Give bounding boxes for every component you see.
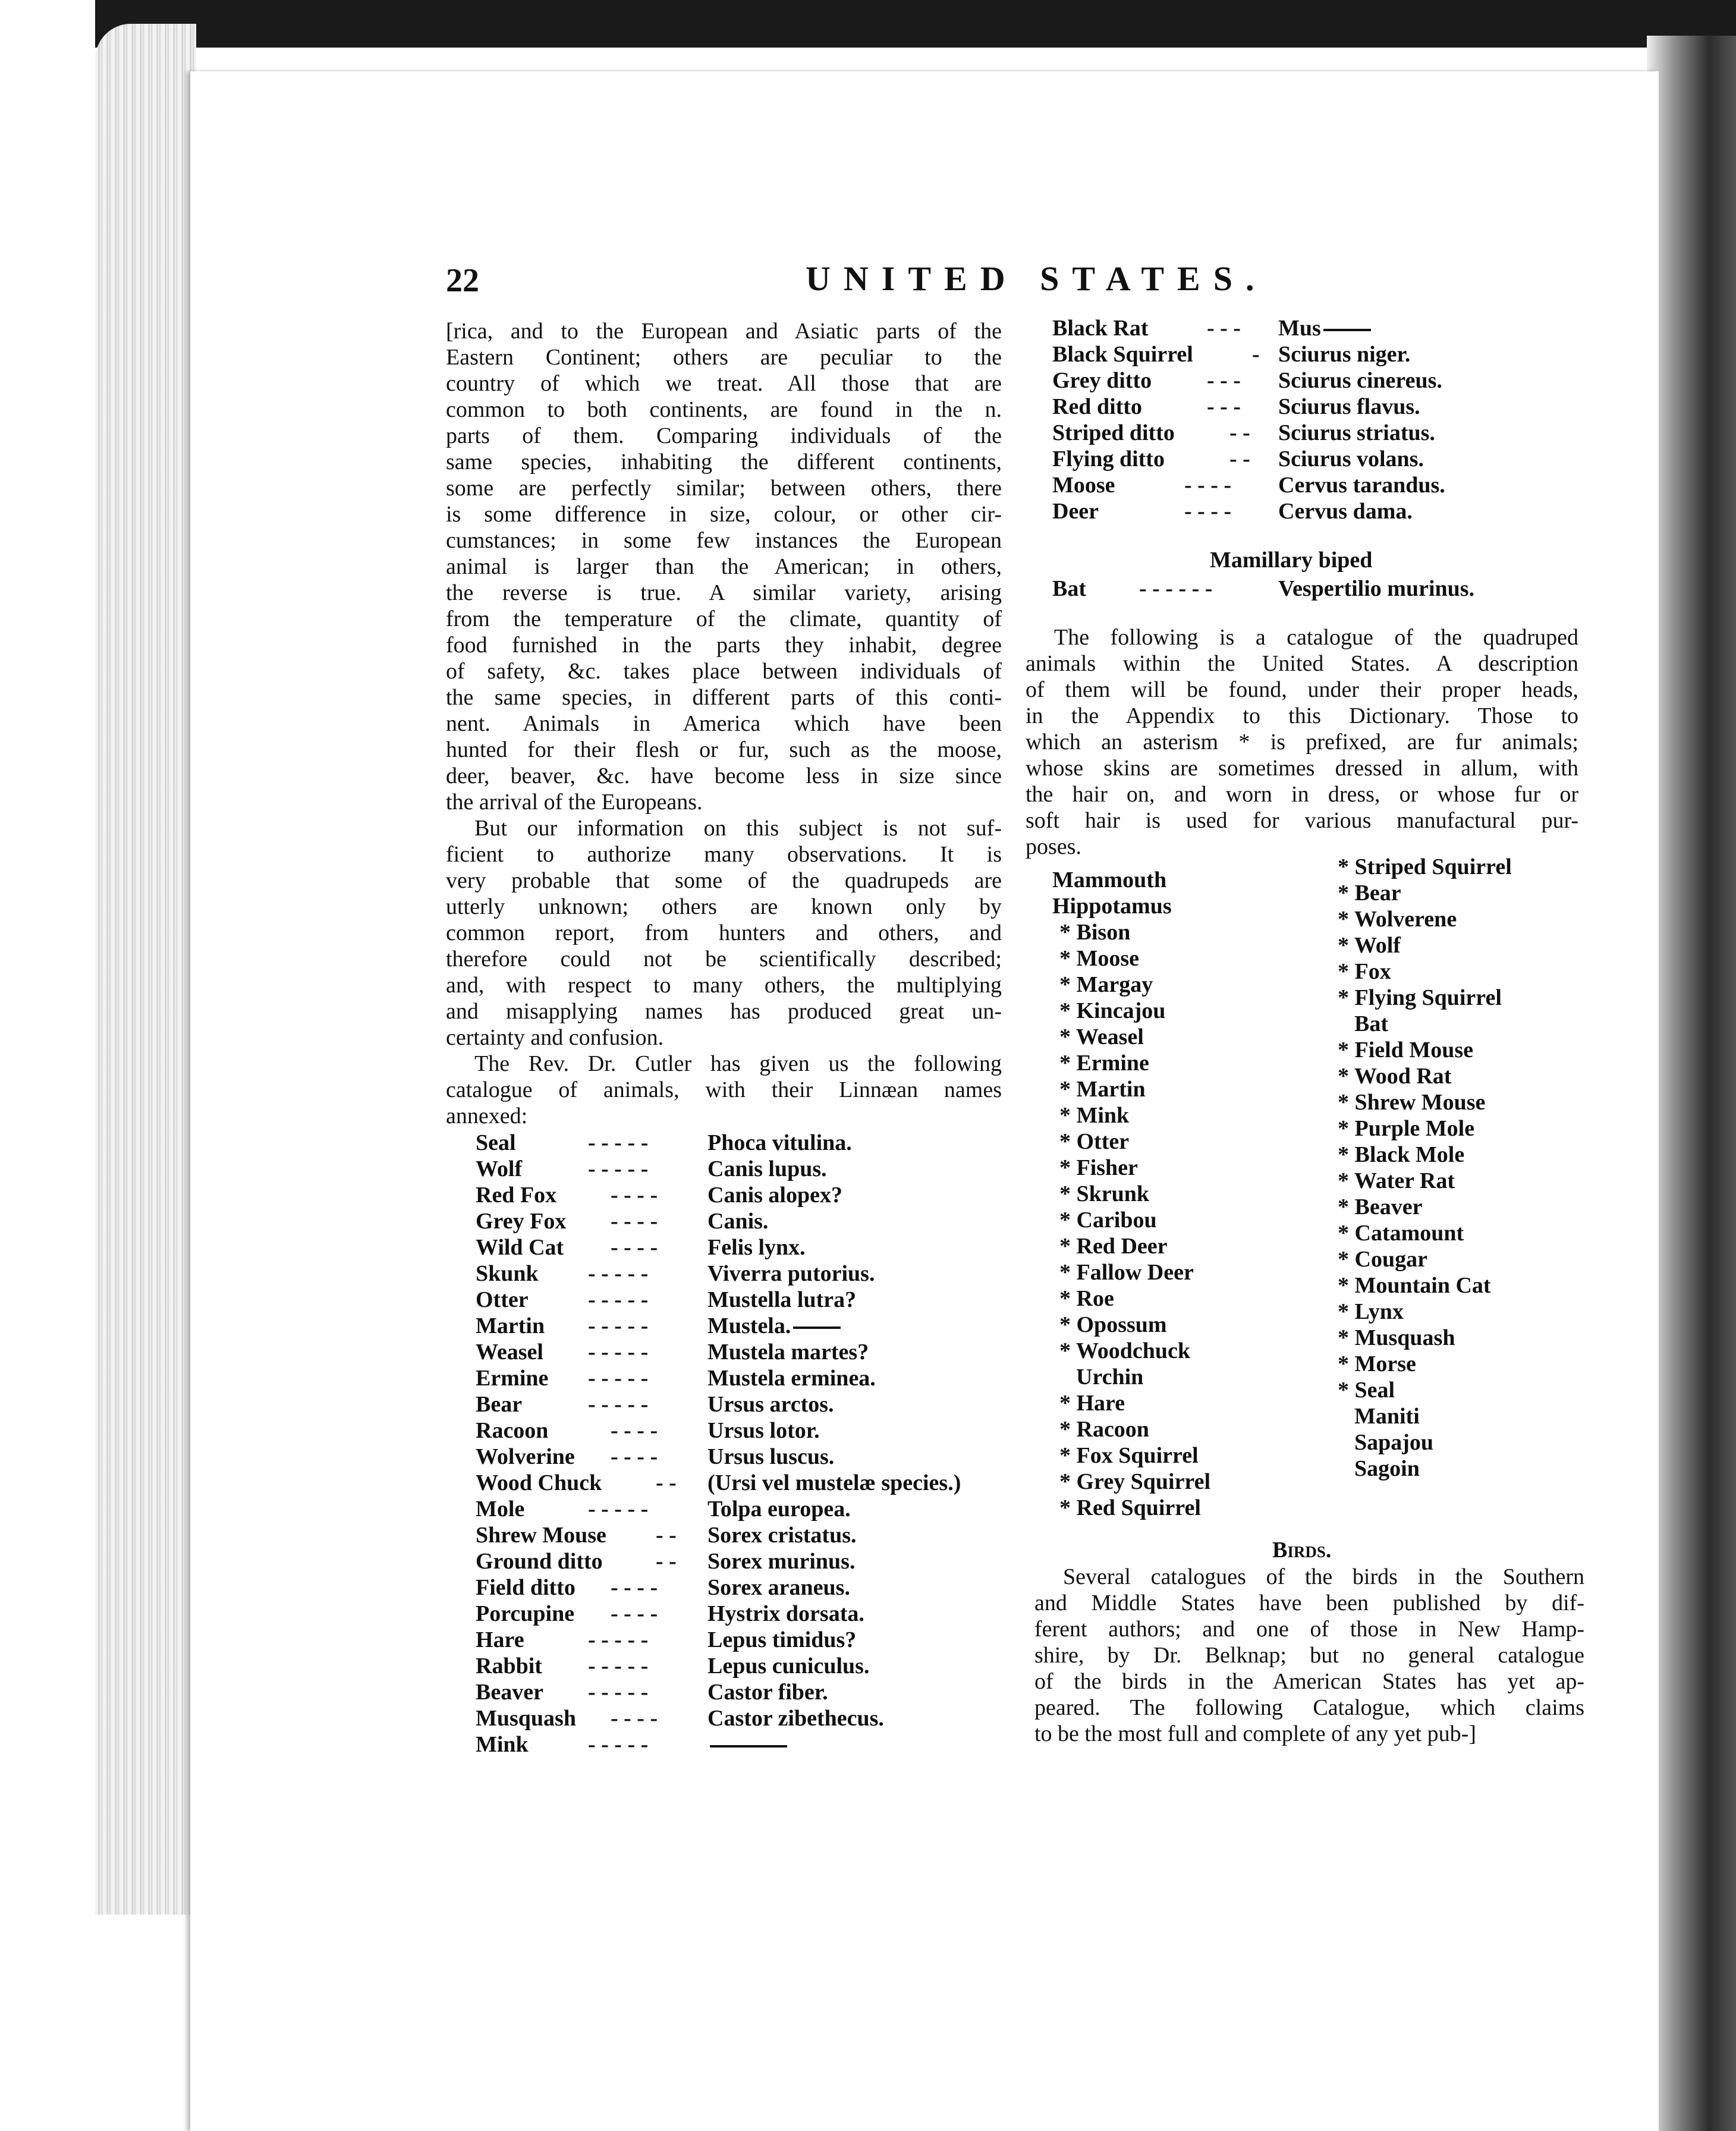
quadruped-name: * Lynx [1338, 1299, 1404, 1324]
quadruped-name: Sapajou [1354, 1430, 1434, 1455]
catalogue-row [476, 1261, 1011, 1287]
quadruped-item [1052, 1338, 1302, 1364]
latin-name: Mustella lutra? [707, 1287, 857, 1312]
catalogue-row [476, 1653, 1011, 1679]
animal-name: Red ditto [1052, 394, 1142, 419]
leader-dashes: - - - - [611, 1209, 658, 1234]
animal-name: Seal [476, 1130, 516, 1155]
text-line: animal is larger than the American; in others, [446, 554, 1002, 579]
leader-dashes: - - - - - - [1139, 576, 1213, 601]
text-line: soft hair is used for various manufactural pur- [1026, 808, 1578, 833]
leader-dashes: - - [1229, 420, 1250, 445]
text-line: and Middle States have been published by dif- [1034, 1591, 1584, 1615]
leader-dashes: - - - - [611, 1183, 658, 1208]
leader-dashes: - - - - - [588, 1130, 649, 1155]
text-line: country of which we treat. All those that are [446, 371, 1002, 396]
text-line: from the temperature of the climate, quantity of [446, 606, 1002, 631]
text-line: therefore could not be scientifically described; [446, 947, 1002, 972]
animal-name: Striped ditto [1052, 420, 1175, 445]
latin-name: Sorex cristatus. [707, 1523, 857, 1548]
text-line: ficient to authorize many observations. It is [446, 842, 1002, 867]
latin-name: Tolpa europea. [707, 1497, 851, 1522]
quadruped-name: * Kincajou [1059, 998, 1166, 1023]
quadruped-item [1052, 1495, 1302, 1521]
latin-name: Sciurus cinereus. [1278, 368, 1442, 393]
quadruped-item [1052, 998, 1302, 1024]
text-line: which an asterism * is prefixed, are fur animals; [1026, 730, 1578, 755]
quadruped-name: * Opossum [1059, 1312, 1167, 1337]
quadruped-item [1331, 1377, 1580, 1403]
animal-name: Mink [476, 1732, 529, 1757]
quadruped-name: * Morse [1338, 1351, 1416, 1376]
leader-dashes: - - - [1207, 394, 1241, 419]
quadruped-item [1331, 958, 1580, 985]
text-line: of the birds in the American States has yet ap- [1034, 1669, 1584, 1694]
animal-name: Moose [1052, 473, 1115, 498]
text-line: the same species, in different parts of this conti- [446, 685, 1002, 710]
catalogue-row [476, 1731, 1011, 1758]
latin-name: Mustela martes? [707, 1340, 869, 1365]
catalogue-row [476, 1417, 1011, 1444]
animal-name: Black Squirrel [1052, 342, 1193, 367]
catalogue-row [476, 1313, 1011, 1339]
animal-name: Wolf [476, 1156, 523, 1181]
blank-rule [1323, 329, 1371, 331]
quadruped-item [1052, 1129, 1302, 1155]
quadruped-item [1052, 945, 1302, 972]
animal-name: Shrew Mouse [476, 1523, 606, 1548]
quadruped-name: * Musquash [1338, 1325, 1455, 1350]
quadruped-name: * Field Mouse [1338, 1038, 1473, 1063]
leader-dashes: - - - - [1184, 473, 1232, 498]
catalogue-row [1052, 446, 1528, 472]
leader-dashes: - - [656, 1470, 677, 1495]
animal-name: Hare [476, 1627, 524, 1652]
latin-name: Castor fiber. [707, 1680, 828, 1705]
quadruped-name: * Hare [1059, 1391, 1125, 1416]
text-line: and, with respect to many others, the multiplying [446, 973, 1002, 998]
leader-dashes: - - [1229, 447, 1250, 472]
leader-dashes: - - - - [611, 1444, 658, 1469]
quadruped-name: Mammouth [1052, 868, 1167, 892]
catalogue-row [476, 1130, 1011, 1156]
catalogue-row [1052, 315, 1528, 341]
animal-name: Porcupine [476, 1601, 575, 1626]
text-line: parts of them. Comparing individuals of the [446, 423, 1002, 448]
text-line: poses. [1026, 834, 1081, 859]
quadruped-item [1331, 1037, 1580, 1063]
animal-name: Weasel [476, 1340, 543, 1365]
quadruped-name: * Weasel [1059, 1024, 1144, 1049]
animal-name: Bat [1052, 576, 1086, 601]
quadruped-item [1052, 972, 1302, 998]
quadruped-name: * Bison [1059, 920, 1131, 945]
quadruped-item [1052, 1050, 1302, 1076]
text-line: catalogue of animals, with their Linnæan names [446, 1077, 1002, 1102]
latin-name: Sorex murinus. [707, 1549, 856, 1574]
quadruped-name: * Caribou [1059, 1208, 1157, 1233]
latin-name: Ursus arctos. [707, 1392, 834, 1417]
quadruped-name: * Beaver [1338, 1195, 1423, 1219]
quadruped-name: * Woodchuck [1059, 1338, 1190, 1363]
leader-dashes: - - - [1207, 316, 1241, 341]
animal-name: Mole [476, 1497, 525, 1522]
paragraph-birds [1034, 1564, 1584, 1747]
quadruped-item [1052, 919, 1302, 945]
blank-rule [793, 1327, 841, 1329]
leader-dashes: - - - - - [588, 1261, 649, 1286]
catalogue-continued [1052, 315, 1528, 524]
text-line: and misapplying names has produced great un- [446, 999, 1002, 1024]
latin-name: Ursus luscus. [707, 1444, 835, 1469]
leader-dashes: - - - - - [588, 1680, 649, 1705]
leader-dashes: - - - - - [588, 1627, 649, 1652]
paragraph-quadruped-catalogue [1026, 624, 1578, 860]
latin-name: Felis lynx. [707, 1235, 806, 1260]
catalogue-row [476, 1548, 1011, 1574]
quadruped-name: * Shrew Mouse [1338, 1090, 1486, 1115]
quadruped-item [1052, 1207, 1302, 1233]
quadruped-name: * Cougar [1338, 1247, 1427, 1272]
text-line: the reverse is true. A similar variety, arising [446, 580, 1002, 605]
animal-name: Wolverine [476, 1444, 575, 1469]
catalogue-row [476, 1156, 1011, 1182]
quadruped-item [1331, 1011, 1580, 1037]
quadruped-name: * Water Rat [1338, 1168, 1455, 1193]
animal-name: Red Fox [476, 1183, 557, 1208]
catalogue-row [1052, 341, 1528, 367]
paragraph-intro [446, 318, 1002, 815]
text-line: certainty and confusion. [446, 1025, 664, 1050]
latin-name: Sciurus flavus. [1278, 394, 1420, 419]
quadruped-name: * Moose [1059, 946, 1140, 971]
latin-name: Mustela erminea. [707, 1366, 876, 1391]
quadruped-item [1052, 1102, 1302, 1129]
catalogue-row [476, 1234, 1011, 1261]
quadruped-item [1331, 1115, 1580, 1142]
animal-name: Ground ditto [476, 1549, 603, 1574]
text-line: cumstances; in some few instances the European [446, 528, 1002, 553]
latin-name: Phoca vitulina. [707, 1130, 852, 1155]
scan-left-margin [0, 0, 95, 2131]
quadruped-item [1331, 1325, 1580, 1351]
quadruped-name: Bat [1354, 1011, 1388, 1036]
animal-name: Wood Chuck [476, 1470, 602, 1495]
catalogue-row [476, 1208, 1011, 1234]
quadruped-name: * Flying Squirrel [1338, 985, 1502, 1010]
text-line: The following is a catalogue of the quadruped [1054, 625, 1578, 650]
quadruped-name: * Striped Squirrel [1338, 854, 1512, 879]
latin-name: Sciurus niger. [1278, 342, 1411, 367]
quadruped-item [1331, 1403, 1580, 1429]
quadruped-name: * Fisher [1059, 1155, 1138, 1180]
quadruped-item [1331, 1142, 1580, 1168]
page-number: 22 [446, 262, 479, 299]
animal-name: Black Rat [1052, 316, 1149, 341]
text-line: very probable that some of the quadrupeds are [446, 868, 1002, 893]
animal-name: Bear [476, 1392, 523, 1417]
quadruped-name: * Otter [1059, 1129, 1130, 1154]
quadruped-name: * Fox Squirrel [1059, 1443, 1199, 1468]
text-line: hunted for their flesh or fur, such as the moose, [446, 737, 1002, 762]
text-line: of safety, &c. takes place between individuals of [446, 659, 1002, 684]
quadruped-name: * Mountain Cat [1338, 1273, 1491, 1298]
quadruped-item [1052, 1181, 1302, 1207]
quadruped-item [1331, 1429, 1580, 1456]
text-line: the arrival of the Europeans. [446, 790, 703, 815]
quadruped-list-left [1052, 867, 1302, 1521]
leader-dashes: - - - - [611, 1706, 658, 1731]
biped-entry [1052, 576, 1528, 602]
animal-name: Grey Fox [476, 1209, 567, 1234]
quadruped-item [1052, 1469, 1302, 1495]
leader-dashes: - - - - - [588, 1392, 649, 1417]
leader-dashes: - - - - [611, 1235, 658, 1260]
quadruped-item [1331, 880, 1580, 906]
quadruped-name: Urchin [1076, 1365, 1144, 1390]
text-line: the hair on, and worn in dress, or whose fur or [1026, 782, 1578, 807]
catalogue-row [476, 1522, 1011, 1548]
catalogue-row [476, 1365, 1011, 1391]
animal-name: Martin [476, 1313, 545, 1338]
quadruped-name: * Fox [1338, 959, 1391, 984]
quadruped-item [1331, 1168, 1580, 1194]
quadruped-name: Maniti [1354, 1404, 1420, 1429]
latin-name: Hystrix dorsata. [707, 1601, 864, 1626]
text-line: [rica, and to the European and Asiatic parts of the [446, 319, 1002, 344]
leader-dashes: - - - - - [588, 1366, 649, 1391]
quadruped-item [1331, 1272, 1580, 1299]
page-edges-stack [95, 24, 196, 1915]
animal-name: Grey ditto [1052, 368, 1152, 393]
latin-name: Sciurus striatus. [1278, 420, 1435, 445]
quadruped-item [1052, 1259, 1302, 1285]
biped-heading: Mamillary biped [1210, 548, 1373, 573]
quadruped-item [1331, 932, 1580, 958]
catalogue-row [476, 1574, 1011, 1601]
catalogue-row [476, 1705, 1011, 1731]
quadruped-name: * Bear [1338, 881, 1401, 906]
animal-name: Rabbit [476, 1654, 542, 1679]
quadruped-name: * Black Mole [1338, 1142, 1465, 1167]
text-line: common report, from hunters and others, and [446, 920, 1002, 945]
quadruped-name: * Wolf [1338, 933, 1401, 958]
latin-name: Lepus cuniculus. [707, 1654, 870, 1679]
leader-dashes: - - - - - [588, 1287, 649, 1312]
text-line: Several catalogues of the birds in the Southern [1063, 1564, 1584, 1589]
quadruped-item [1331, 985, 1580, 1011]
catalogue-row [1052, 367, 1528, 394]
quadruped-name: Sagoin [1354, 1456, 1420, 1481]
leader-dashes: - - - - [611, 1418, 658, 1443]
leader-dashes: - - - - [1184, 499, 1232, 524]
catalogue-row [476, 1444, 1011, 1470]
text-line: common to both continents, are found in the n. [446, 397, 1002, 422]
latin-name: (Ursi vel mustelæ species.) [707, 1470, 961, 1495]
catalogue-row [1052, 498, 1528, 524]
text-line: utterly unknown; others are known only by [446, 894, 1002, 919]
quadruped-name: * Catamount [1338, 1221, 1464, 1246]
catalogue-row [476, 1627, 1011, 1653]
text-line: ferent authors; and one of those in New Hamp- [1034, 1617, 1584, 1642]
quadruped-item [1052, 1076, 1302, 1102]
quadruped-name: * Red Squirrel [1059, 1495, 1201, 1520]
scan-top-border [0, 0, 1736, 48]
text-line: nent. Animals in America which have been [446, 711, 1002, 736]
quadruped-name: * Wolverene [1338, 907, 1457, 932]
latin-name: Mus [1278, 315, 1371, 341]
latin-name: Cervus tarandus. [1278, 473, 1445, 498]
left-column [446, 318, 1002, 1129]
quadruped-name: * Grey Squirrel [1059, 1469, 1211, 1494]
quadruped-list-right [1331, 854, 1580, 1482]
leader-dashes: - - - [1207, 368, 1241, 393]
leader-dashes: - - - - [611, 1601, 658, 1626]
animal-name: Flying ditto [1052, 447, 1165, 472]
text-line: in the Appendix to this Dictionary. Those to [1026, 703, 1578, 728]
leader-dashes: - - - - - [588, 1156, 649, 1181]
latin-name: Ursus lotor. [707, 1418, 820, 1443]
animal-name: Musquash [476, 1706, 576, 1731]
quadruped-item [1052, 1364, 1302, 1390]
text-line: annexed: [446, 1104, 528, 1129]
quadruped-item [1331, 1063, 1580, 1089]
text-line: deer, beaver, &c. have become less in size since [446, 763, 1002, 788]
quadruped-item [1331, 1220, 1580, 1246]
quadruped-item [1052, 893, 1302, 919]
quadruped-item [1331, 1299, 1580, 1325]
latin-name: Mustela. [707, 1313, 841, 1339]
text-line: shire, by Dr. Belknap; but no general catalogue [1034, 1643, 1584, 1668]
quadruped-name: * Fallow Deer [1059, 1260, 1194, 1285]
animal-name: Wild Cat [476, 1235, 564, 1260]
text-line: same species, inhabiting the different continents, [446, 450, 1002, 474]
text-line: of them will be found, under their proper heads, [1026, 677, 1578, 702]
text-line: animals within the United States. A description [1026, 651, 1578, 676]
latin-name [707, 1731, 787, 1758]
quadruped-name: * Martin [1059, 1077, 1146, 1102]
catalogue-row [1052, 472, 1528, 498]
latin-name: Castor zibethecus. [707, 1706, 884, 1731]
paragraph-information [446, 815, 1002, 1051]
text-line: is some difference in size, colour, or other cir- [446, 502, 1002, 527]
catalogue-row [476, 1391, 1011, 1417]
animal-name: Racoon [476, 1418, 549, 1443]
animal-name: Field ditto [476, 1575, 575, 1600]
quadruped-item [1331, 1456, 1580, 1482]
text-line: The Rev. Dr. Cutler has given us the following [474, 1051, 1002, 1076]
quadruped-item [1052, 1024, 1302, 1050]
text-line: food furnished in the parts they inhabit, degree [446, 633, 1002, 658]
catalogue-row [476, 1339, 1011, 1365]
scan-right-shadow [1647, 36, 1736, 2131]
quadruped-name: * Mink [1059, 1103, 1130, 1128]
quadruped-item [1331, 854, 1580, 880]
animal-name: Deer [1052, 499, 1099, 524]
quadruped-item [1052, 1442, 1302, 1469]
cutler-catalogue [476, 1130, 1011, 1758]
text-line: But our information on this subject is not suf- [474, 816, 1002, 841]
quadruped-item [1052, 867, 1302, 893]
quadruped-name: * Ermine [1059, 1051, 1149, 1076]
quadruped-item [1052, 1312, 1302, 1338]
quadruped-name: Hippotamus [1052, 894, 1172, 919]
animal-name: Otter [476, 1287, 529, 1312]
latin-name: Lepus timidus? [707, 1627, 857, 1652]
quadruped-name: * Skrunk [1059, 1181, 1150, 1206]
paragraph-cutler [446, 1051, 1002, 1129]
quadruped-name: * Seal [1338, 1378, 1395, 1403]
catalogue-row [1052, 576, 1528, 602]
animal-name: Ermine [476, 1366, 549, 1391]
leader-dashes: - - - - - [588, 1313, 649, 1338]
animal-name: Skunk [476, 1261, 539, 1286]
quadruped-item [1052, 1390, 1302, 1416]
catalogue-row [1052, 394, 1528, 420]
quadruped-item [1052, 1233, 1302, 1259]
text-line: peared. The following Catalogue, which claims [1034, 1695, 1584, 1720]
latin-name: Canis. [707, 1209, 769, 1234]
leader-dashes: - - - - - [588, 1497, 649, 1522]
text-line: Eastern Continent; others are peculiar to the [446, 345, 1002, 370]
blank-rule [710, 1745, 787, 1747]
quadruped-item [1331, 1194, 1580, 1220]
catalogue-row [476, 1182, 1011, 1208]
leader-dashes: - - - - [611, 1575, 658, 1600]
quadruped-name: * Margay [1059, 972, 1153, 997]
catalogue-row [476, 1679, 1011, 1705]
latin-name: Cervus dama. [1278, 499, 1413, 524]
text-line: to be the most full and complete of any yet pub-] [1034, 1721, 1476, 1746]
text-line: some are perfectly similar; between others, there [446, 476, 1002, 501]
quadruped-item [1331, 1351, 1580, 1377]
quadruped-name: * Racoon [1059, 1417, 1149, 1442]
quadruped-item [1052, 1285, 1302, 1312]
quadruped-name: * Purple Mole [1338, 1116, 1475, 1141]
latin-name: Canis alopex? [707, 1183, 842, 1208]
running-head: UNITED STATES. [806, 259, 1268, 298]
leader-dashes: - - - - - [588, 1732, 649, 1757]
catalogue-row [476, 1287, 1011, 1313]
leader-dashes: - - [656, 1523, 677, 1548]
catalogue-row [476, 1470, 1011, 1496]
catalogue-row [476, 1601, 1011, 1627]
latin-name: Vespertilio murinus. [1278, 576, 1475, 601]
quadruped-name: * Wood Rat [1338, 1064, 1452, 1089]
leader-dashes: - - - - - [588, 1340, 649, 1365]
latin-name: Viverra putorius. [707, 1261, 875, 1286]
leader-dashes: - [1252, 342, 1260, 367]
quadruped-name: * Roe [1059, 1286, 1114, 1311]
animal-name: Beaver [476, 1680, 543, 1705]
latin-name: Sciurus volans. [1278, 447, 1424, 472]
latin-name: Sorex araneus. [707, 1575, 850, 1600]
quadruped-item [1331, 1246, 1580, 1272]
catalogue-row [476, 1496, 1011, 1522]
birds-heading: Birds. [1272, 1538, 1332, 1563]
leader-dashes: - - - - - [588, 1654, 649, 1679]
quadruped-item [1331, 906, 1580, 932]
quadruped-item [1052, 1155, 1302, 1181]
leader-dashes: - - [656, 1549, 677, 1574]
quadruped-item [1052, 1416, 1302, 1442]
catalogue-row [1052, 420, 1528, 446]
quadruped-item [1331, 1089, 1580, 1115]
quadruped-name: * Red Deer [1059, 1234, 1168, 1259]
text-line: whose skins are sometimes dressed in allum, with [1026, 756, 1578, 781]
latin-name: Canis lupus. [707, 1156, 827, 1181]
